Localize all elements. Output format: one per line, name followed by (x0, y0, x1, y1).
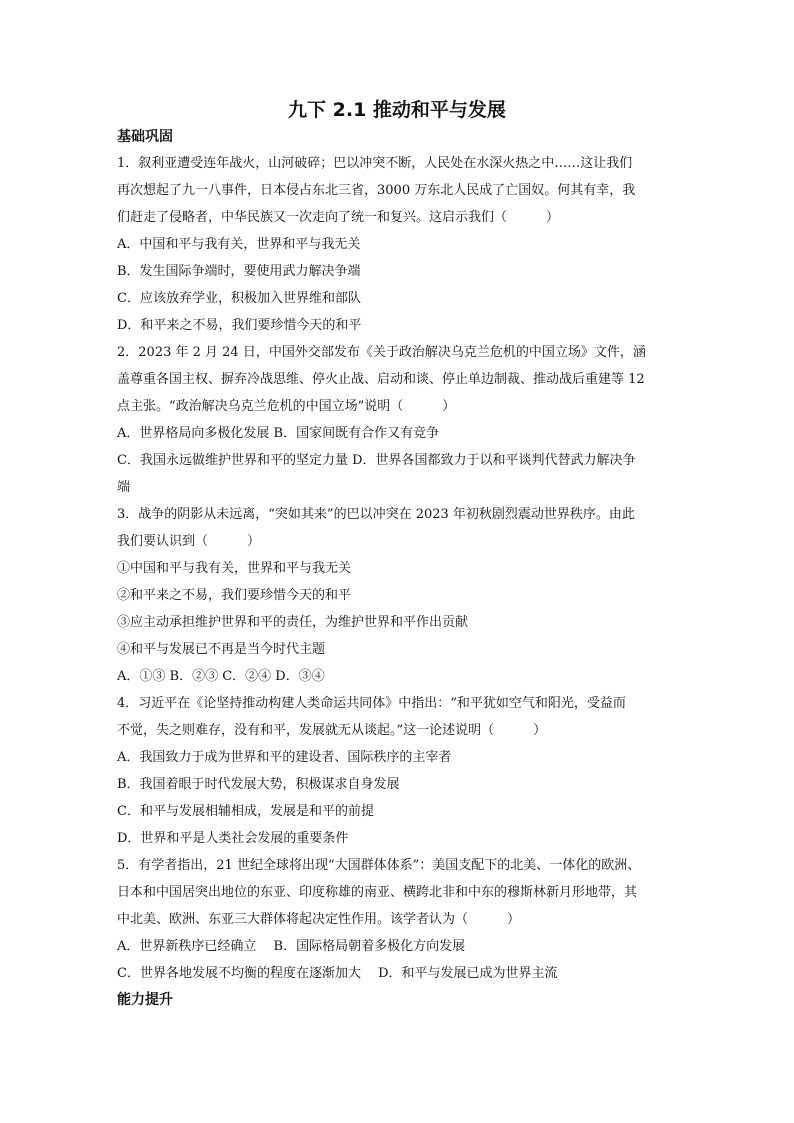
statement-1: ①中国和平与我有关，世界和平与我无关 (117, 561, 352, 576)
stem-line: 我们要认识到（ ） (117, 534, 261, 549)
option-line: C．我国永远做维护世界和平的坚定力量 D．世界各国都致力于以和平谈判代替武力解决争 (117, 453, 636, 468)
stem-line: 点主张。“政治解决乌克兰危机的中国立场”说明（ ） (117, 399, 456, 414)
stem-line: 盖尊重各国主权、摒弃冷战思维、停火止战、启动和谈、停止单边制裁、推动战后重建等 12 (117, 372, 645, 387)
option-line: A．世界格局向多极化发展 B．国家间既有合作又有竞争 (117, 426, 440, 441)
question-stem (117, 501, 677, 555)
question-stem (117, 150, 677, 231)
stem-line: 日本和中国居突出地位的东亚、印度称雄的南亚、横跨北非和中东的穆斯林新月形地带，其 (117, 885, 638, 900)
option-b: B．我国着眼于时代发展大势，积极谋求自身发展 (117, 777, 400, 792)
option-c: C．应该放弃学业，积极加入世界维和部队 (117, 291, 361, 306)
question-stem (117, 852, 677, 933)
question-3 (117, 501, 677, 690)
stem-line: 们赶走了侵略者，中华民族又一次走向了统一和复兴。这启示我们（ ） (117, 210, 560, 225)
question-1 (117, 150, 677, 339)
option-a: A．中国和平与我有关，世界和平与我无关 (117, 237, 361, 252)
statement-3: ③应主动承担维护世界和平的责任，为维护世界和平作出贡献 (117, 615, 469, 630)
option-line: C．世界各地发展不均衡的程度在逐渐加大 D．和平与发展已成为世界主流 (117, 966, 558, 981)
page-title: 九下 2.1 推动和平与发展 (288, 99, 506, 121)
option-line: 端 (117, 480, 131, 495)
section-heading-advanced: 能力提升 (117, 992, 173, 1008)
document-page (117, 96, 677, 1013)
question-4 (117, 690, 677, 852)
question-stem (117, 690, 677, 744)
option-a: A．我国致力于成为世界和平的建设者、国际秩序的主宰者 (117, 750, 452, 765)
statement-2: ②和平来之不易，我们要珍惜今天的和平 (117, 588, 352, 603)
section-heading-basic: 基础巩固 (117, 129, 173, 145)
stem-line: 4．习近平在《论坚持推动构建人类命运共同体》中指出：“和平犹如空气和阳光，受益而 (117, 696, 626, 711)
statement-4: ④和平与发展已不再是当今时代主题 (117, 642, 326, 657)
option-d: D．和平来之不易，我们要珍惜今天的和平 (117, 318, 362, 333)
stem-line: 2．2023 年 2 月 24 日，中国外交部发布《关于政治解决乌克兰危机的中国立场》文件，涵 (117, 345, 646, 360)
stem-line: 1．叙利亚遭受连年战火，山河破碎；巴以冲突不断，人民处在水深火热之中……这让我们 (117, 156, 633, 171)
option-d: D．世界和平是人类社会发展的重要条件 (117, 831, 349, 846)
question-stem (117, 339, 677, 420)
answer-options: A．①③ B．②③ C．②④ D．③④ (117, 669, 325, 684)
stem-line: 3．战争的阴影从未远离，“突如其来”的巴以冲突在 2023 年初秋剧烈震动世界秩序。由此 (117, 507, 635, 522)
stem-line: 再次想起了九一八事件，日本侵占东北三省，3000 万东北人民成了亡国奴。何其有幸，我 (117, 183, 636, 198)
question-2 (117, 339, 677, 501)
option-line: A．世界新秩序已经确立 B．国际格局朝着多极化方向发展 (117, 939, 466, 954)
option-c: C．和平与发展相辅相成，发展是和平的前提 (117, 804, 374, 819)
question-5 (117, 852, 677, 987)
stem-line: 不觉，失之则难存，没有和平，发展就无从谈起。”这一论述说明（ ） (117, 723, 547, 738)
option-b: B．发生国际争端时，要使用武力解决争端 (117, 264, 361, 279)
stem-line: 中北美、欧洲、东亚三大群体将起决定性作用。该学者认为（ ） (117, 912, 521, 927)
stem-line: 5．有学者指出，21 世纪全球将出现“大国群体体系”：美国支配下的北美、一体化的欧洲、 (117, 858, 641, 873)
